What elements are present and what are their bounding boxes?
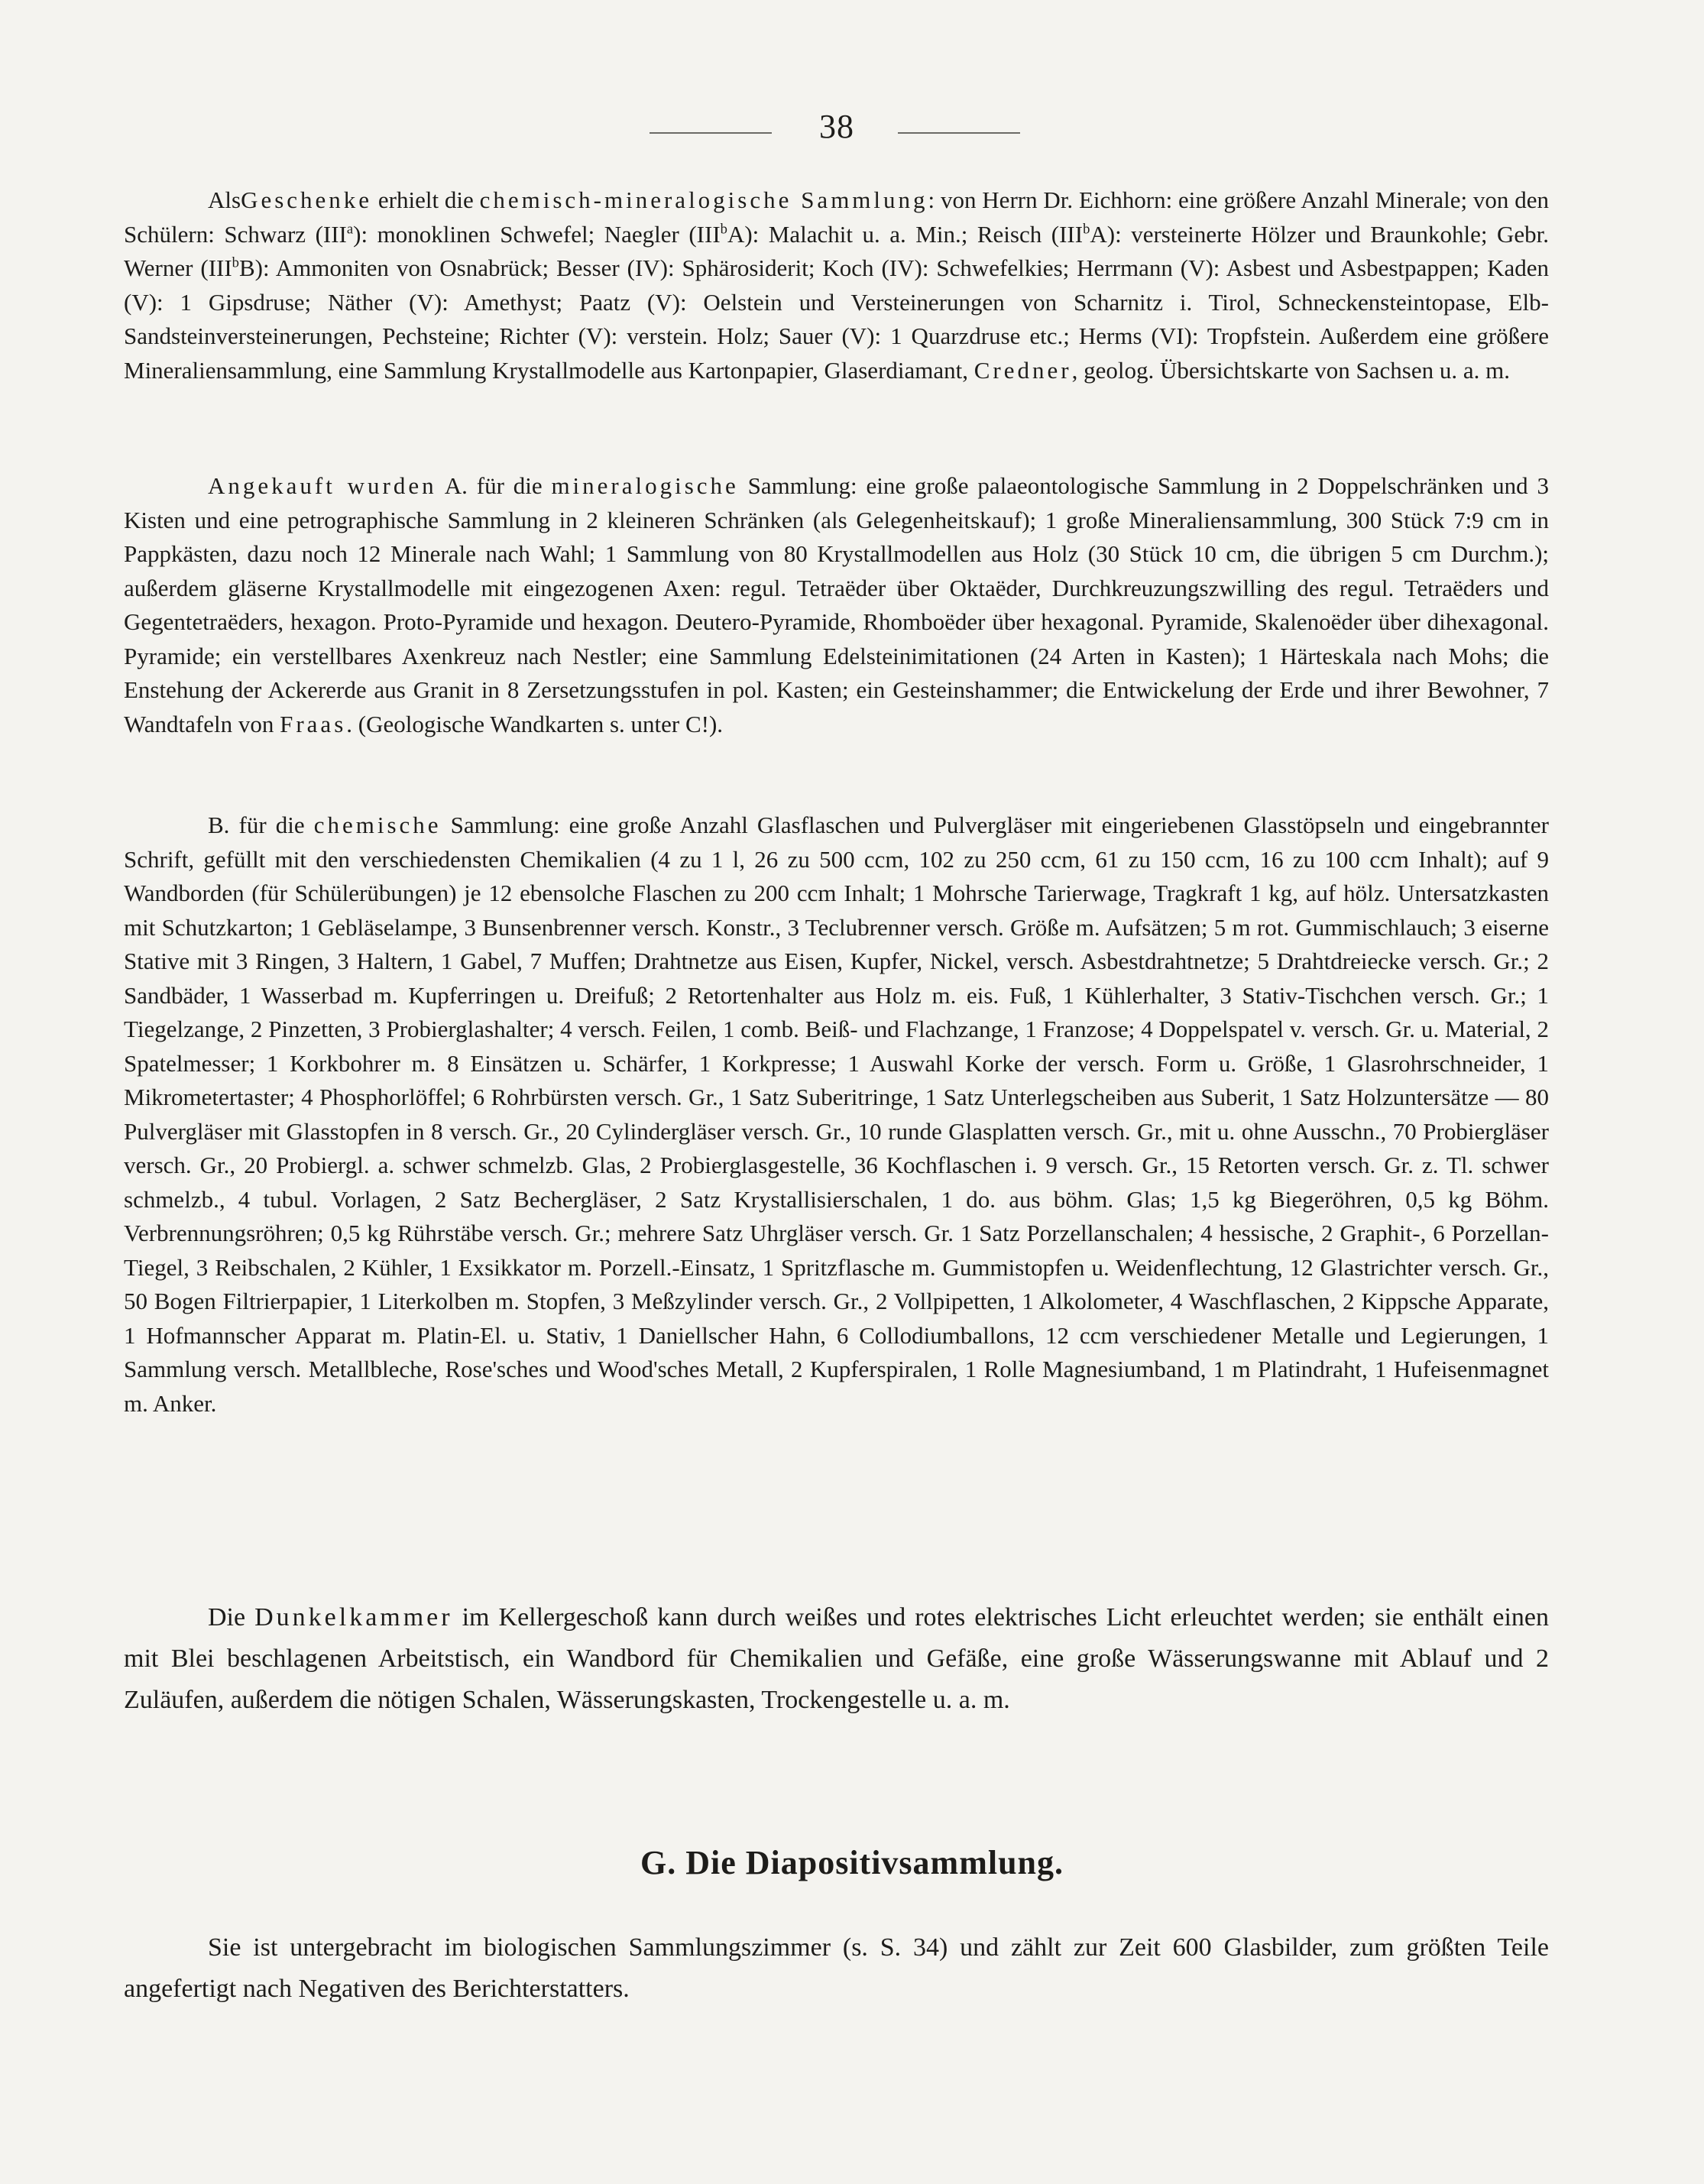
purchases-text: A. für die bbox=[436, 472, 552, 499]
purchases-mineral-term: mineralogische bbox=[551, 472, 739, 499]
gifts-mid: erhielt die bbox=[377, 186, 474, 213]
gifts-text-6: , geolog. Übersichtskarte von Sachsen u. a. m. bbox=[1071, 356, 1510, 384]
purchases-text-2: Sammlung: eine große palaeontologische Sammlung in 2 Doppelschränken und 3 Kisten und eine petrographische Sammlung in 2 kleineren Schränken (als Gelegenheitskauf); 1 große Mineraliensammlung, 300 Stück 7:9 cm in Pappkästen, dazu noch 12 Minerale nach Wahl; 1 Sammlung von 80 Krystallmodellen aus Holz (30 Stück 10 cm, die übrigen 5 cm Durchm.); außerdem gläserne Krystallmodelle mit eingezogenen Axen: regul. Tetraëder über Oktaëder, Durchkreuzungszwilling des regul. Tetraëders und Gegentetraëders, hexagon. Proto-Pyramide und hexagon. Deutero-Pyramide, Rhomboëder über hexagonal. Pyramide, Skalenoëder über dihexagonal. Pyramide; ein verstellbares Axenkreuz nach Nestler; eine Sammlung Edelsteinimitationen (24 Arten in Kasten); 1 Härteskala nach Mohs; die Enstehung der Ackererde aus Granit in 8 Zersetzungsstufen in pol. Kasten; ein Gesteinshammer; die Entwickelung der Erde und ihrer Bewohner, 7 Wandtafeln von bbox=[124, 472, 1550, 737]
gifts-text: : von Herrn Dr. Eichhorn: eine größere Anzahl Minerale; von den Schülern: Schwarz (III bbox=[124, 186, 1550, 248]
gifts-sup-2: b bbox=[720, 221, 727, 238]
darkroom-text-2: im Kellergeschoß kann durch weißes und rotes elektrisches Licht erleuchtet werden; sie enthält einen mit Blei beschlagenen Arbeitstisch, ein Wandbord für Chemikalien und Gefäße, eine große Wässerungswanne mit Ablauf und 2 Zuläufen, außerdem die nötigen Schalen, Wässerungskasten, Trockengestelle u. a. m. bbox=[124, 1603, 1550, 1714]
gifts-sup-1: a bbox=[346, 221, 354, 238]
page-header bbox=[0, 107, 1704, 153]
section-heading: G. Die Diapositivsammlung. bbox=[640, 1844, 1064, 1881]
darkroom-text: Die bbox=[208, 1603, 255, 1632]
purchases-text-3: . (Geologische Wandkarten s. unter C!). bbox=[346, 710, 724, 737]
gifts-credner: Credner bbox=[973, 356, 1072, 384]
page-number: 38 bbox=[819, 108, 854, 145]
header-rule-right bbox=[898, 132, 1020, 134]
darkroom-term: Dunkelkammer bbox=[254, 1603, 453, 1632]
gifts-sup-3: b bbox=[1083, 221, 1090, 238]
paragraph-slide-collection bbox=[124, 1927, 1549, 2010]
paragraph-purchases-chemical bbox=[124, 808, 1549, 1421]
gifts-text-2: ): monoklinen Schwefel; Naegler (III bbox=[353, 220, 721, 248]
gifts-lead: Als bbox=[208, 186, 241, 213]
chemical-text-2: Sammlung: eine große Anzahl Glasflaschen und Pulvergläser mit eingeriebenen Glasstöpseln und eingebrannter Schrift, gefüllt mit den verschiedensten Chemikalien (4 zu 1 l, 26 zu 500 ccm, 102 zu 250 ccm, 61 zu 150 ccm, 16 zu 100 ccm Inhalt); auf 9 Wandborden (für Schülerübungen) je 12 ebensolche Flaschen zu 200 ccm Inhalt; 1 Mohrsche Tarierwage, Tragkraft 1 kg, auf hölz. Untersatzkasten mit Schutzkarton; 1 Gebläselampe, 3 Bunsenbrenner versch. Konstr., 3 Teclubrenner versch. Größe m. Aufsätzen; 5 m rot. Gummischlauch; 3 eiserne Stative mit 3 Ringen, 3 Haltern, 1 Gabel, 7 Muffen; Drahtnetze aus Eisen, Kupfer, Nickel, versch. Asbestdrahtnetze; 5 Drahtdreiecke versch. Gr.; 2 Sandbäder, 1 Wasserbad m. Kupferringen u. Dreifuß; 2 Retortenhalter aus Holz m. eis. Fuß, 1 Kühlerhalter, 3 Stativ-Tischchen versch. Gr.; 1 Tiegelzange, 2 Pinzetten, 3 Probierglashalter; 4 versch. Feilen, 1 comb. Beiß- und Flachzange, 1 Franzose; 4 Doppelspatel v. versch. Gr. u. Material, 2 Spatelmesser; 1 Korkbohrer m. 8 Einsätzen u. Schärfer, 1 Korkpresse; 1 Auswahl Korke der versch. Form u. Größe, 1 Glasrohrschneider, 1 Mikrometertaster; 4 Phosphorlöffel; 6 Rohrbürsten versch. Gr., 1 Satz Suberitringe, 1 Satz Unterlegscheiben aus Suberit, 1 Satz Holzuntersätze — 80 Pulvergläser mit Glasstopfen in 8 versch. Gr., 20 Cylindergläser versch. Gr., 10 runde Glasplatten versch. Gr., mit u. ohne Ausschn., 70 Probiergläser versch. Gr., 20 Probiergl. a. schwer schmelzb. Glas, 2 Probierglasgestelle, 36 Kochflaschen i. 9 versch. Gr., 15 Retorten versch. Gr. z. Tl. schwer schmelzb., 4 tubul. Vorlagen, 2 Satz Bechergläser, 2 Satz Krystallisierschalen, 1 do. aus böhm. Glas; 1,5 kg Biegeröhren, 0,5 kg Böhm. Verbrennungsröhren; 0,5 kg Rührstäbe versch. Gr.; mehrere Satz Uhrgläser versch. Gr. 1 Satz Porzellanschalen; 4 hessische, 2 Graphit-, 6 Porzellan-Tiegel, 3 Reibschalen, 2 Kühler, 1 Exsikkator m. Porzell.-Einsatz, 1 Spritzflasche m. Gummistopfen u. Weidenflechtung, 12 Glastrichter versch. Gr., 50 Bogen Filtrierpapier, 1 Literkolben m. Stopfen, 3 Meßzylinder versch. Gr., 2 Vollpipetten, 1 Alkolometer, 4 Waschflaschen, 2 Kippsche Apparate, 1 Hofmannscher Apparat m. Platin-El. u. Stativ, 1 Daniellscher Hahn, 6 Collodiumballons, 12 ccm verschiedener Metalle und Legierungen, 1 Sammlung versch. Metallbleche, Rose'sches und Wood'sches Metall, 2 Kupferspiralen, 1 Rolle Magnesiumband, 1 m Platindraht, 1 Hufeisenmagnet m. Anker. bbox=[124, 812, 1550, 1417]
gifts-text-5: B): Ammoniten von Osnabrück; Besser (IV): Sphärosiderit; Koch (IV): Schwefelkies; Herrmann (V): Asbest und Asbestpappen; Kaden (V): 1 Gipsdruse; Näther (V): Amethyst; Paatz (V): Oelstein und Versteinerungen von Scharnitz i. Tirol, Schneckensteintopase, Elb-Sandsteinversteinerungen, Pechsteine; Richter (V): verstein. Holz; Sauer (V): 1 Quarzdruse etc.; Herms (VI): Tropfstein. Außerdem eine größere Mineraliensammlung, eine Sammlung Krystallmodelle aus Kartonpapier, Glaserdiamant, bbox=[124, 254, 1549, 384]
gifts-term: Geschenke bbox=[241, 186, 373, 213]
header-rule-left bbox=[650, 132, 772, 134]
purchases-term: Angekauft wurden bbox=[208, 472, 437, 499]
paragraph-purchases-mineralogical bbox=[124, 469, 1549, 741]
gifts-collection-term: chemisch-mineralogische Sammlung bbox=[479, 186, 928, 213]
gifts-sup-4: b bbox=[232, 254, 239, 271]
paragraph-gifts bbox=[124, 183, 1549, 387]
gifts-text-3: A): Malachit u. a. Min.; Reisch (III bbox=[727, 220, 1084, 248]
chemical-text: B. für die bbox=[208, 812, 314, 838]
purchases-fraas: Fraas bbox=[280, 710, 347, 737]
paragraph-darkroom bbox=[124, 1597, 1549, 1721]
gifts-text-4: A): versteinerte Hölzer und Braunkohle; Gebr. Werner (III bbox=[124, 220, 1549, 281]
chemical-term: chemische bbox=[313, 812, 442, 838]
slides-text: Sie ist untergebracht im biologischen Sammlungszimmer (s. S. 34) und zählt zur Zeit 600 Glasbilder, zum größten Teile angefertigt nach Negativen des Berichterstatters. bbox=[124, 1933, 1549, 2003]
